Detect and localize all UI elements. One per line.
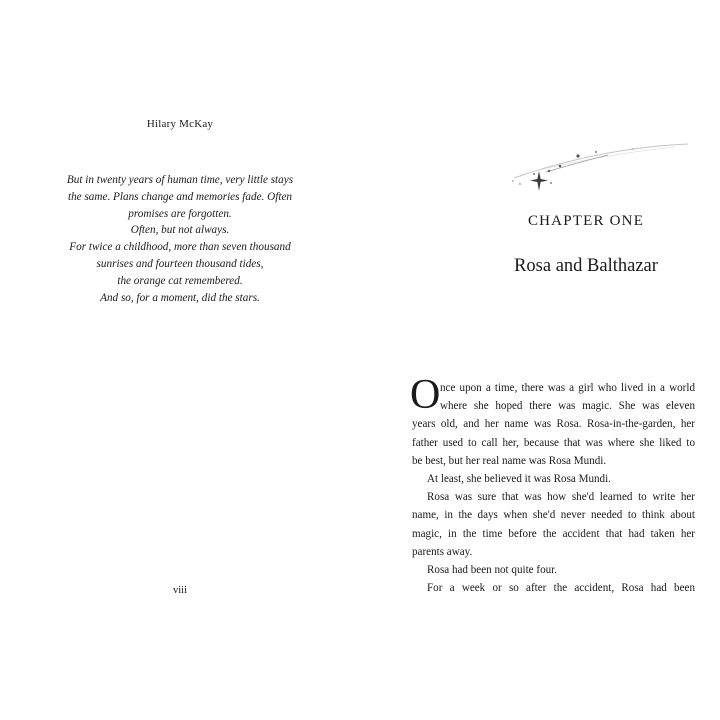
body-line: name, in the days when she'd never needed to think about xyxy=(412,509,695,522)
epigraph-line: sunrises and fourteen thousand tides, xyxy=(96,257,264,270)
body-line: Rosa had been not quite four. xyxy=(427,564,558,577)
shooting-star-icon xyxy=(490,138,690,198)
right-page xyxy=(360,0,720,720)
body-line: nce upon a time, there was a girl who lived in a world xyxy=(440,382,695,394)
body-line: Rosa was sure that was how she'd learned to write her xyxy=(427,491,695,504)
running-head-author: Hilary McKay xyxy=(146,118,214,130)
epigraph-line: promises are forgotten. xyxy=(128,207,232,220)
epigraph-line: Often, but not always. xyxy=(130,224,230,237)
epigraph-line: But in twenty years of human time, very little stays xyxy=(66,174,294,186)
chapter-body-text xyxy=(410,372,695,597)
page-number: viii xyxy=(172,585,187,596)
body-line: father used to call her, because that was where she liked to xyxy=(412,436,695,449)
body-line: magic, in the time before the accident that had taken her xyxy=(412,527,695,540)
epigraph-line: For twice a childhood, more than seven thousand xyxy=(69,241,291,254)
epigraph xyxy=(40,172,320,306)
body-line: be best, but her real name was Rosa Mundi. xyxy=(412,454,607,467)
body-line: where she hoped there was magic. She was eleven xyxy=(440,400,695,413)
body-line: years old, and her name was Rosa. Rosa-in-the-garden, her xyxy=(412,418,695,431)
chapter-label: CHAPTER ONE xyxy=(527,213,645,229)
body-line: parents away. xyxy=(412,545,473,558)
epigraph-line: And so, for a moment, did the stars. xyxy=(100,291,260,304)
chapter-title: Rosa and Balthazar xyxy=(514,256,658,276)
body-line: For a week or so after the accident, Rosa had been xyxy=(427,582,695,595)
drop-cap: O xyxy=(410,372,441,418)
epigraph-line: the same. Plans change and memories fade. Often xyxy=(67,190,293,203)
body-line: At least, she believed it was Rosa Mundi. xyxy=(427,473,611,486)
epigraph-line: the orange cat remembered. xyxy=(117,274,243,287)
